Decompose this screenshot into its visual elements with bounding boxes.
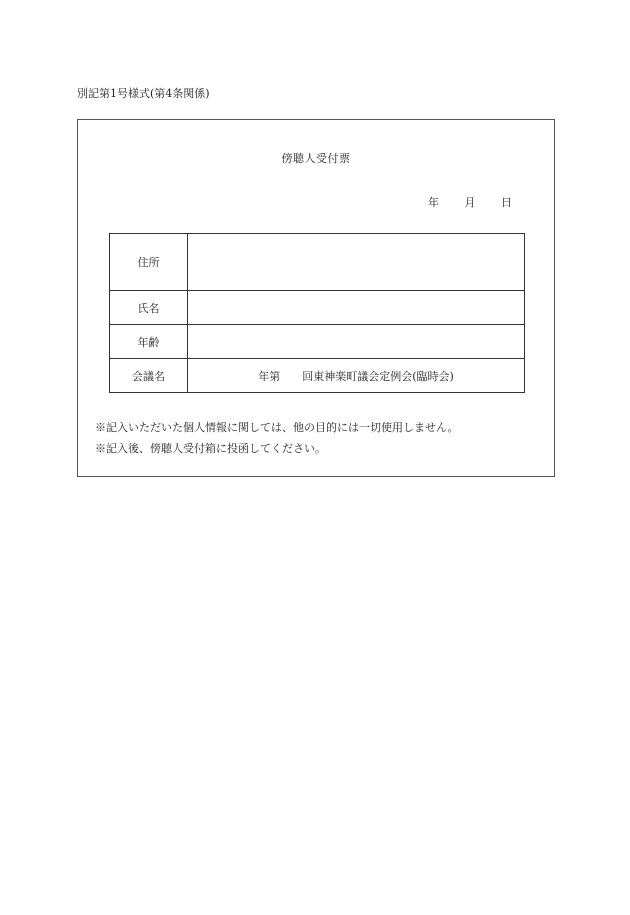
date-line <box>406 194 512 210</box>
address-field[interactable] <box>188 234 525 291</box>
notes <box>95 417 459 459</box>
info-table <box>109 233 525 393</box>
note-privacy: ※記入いただいた個人情報に関しては、他の目的には一切使用しません。 <box>95 421 459 434</box>
age-label: 年齢 <box>110 325 188 359</box>
reception-form <box>77 119 555 477</box>
meeting-name <box>258 370 454 383</box>
meeting-year-text: 年第 <box>258 369 281 383</box>
meeting-session-text: 回東神楽町議会定例会(臨時会) <box>302 369 454 383</box>
date-year-label: 年 <box>428 196 439 209</box>
table-row-name <box>110 291 525 325</box>
date-day-label: 日 <box>501 196 512 209</box>
table-row-age <box>110 325 525 359</box>
name-field[interactable] <box>188 291 525 325</box>
note-submit: ※記入後、傍聴人受付箱に投函してください。 <box>95 442 326 455</box>
table-row-meeting <box>110 359 525 393</box>
meeting-label: 会議名 <box>110 359 188 393</box>
age-field[interactable] <box>188 325 525 359</box>
form-title: 傍聴人受付票 <box>281 152 351 165</box>
date-month-label: 月 <box>464 196 476 209</box>
address-label: 住所 <box>110 234 188 291</box>
name-label: 氏名 <box>110 291 188 325</box>
meeting-field <box>188 359 525 393</box>
table-row-address <box>110 234 525 291</box>
form-number-label: 別記第1号様式(第4条関係) <box>77 87 210 100</box>
